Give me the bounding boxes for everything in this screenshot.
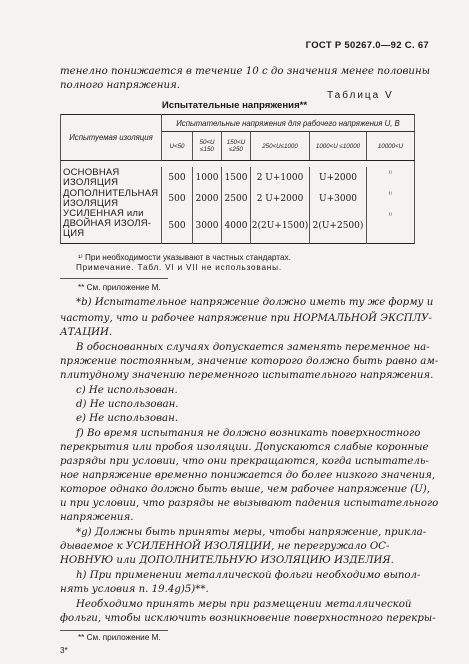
h-line-1: h) При применении металлической фольги необходимо выпол-: [76, 570, 421, 581]
f-line-6: и при условии, что разряды не вызывают падения испытательного: [60, 498, 439, 509]
b-line-2: частоту, что и рабочее напряжение при НОРМАЛЬНОЙ ЭКСПЛУ-: [60, 313, 432, 324]
g-line-1: *g) Должны быть приняты меры, чтобы напряжение, прикла-: [76, 527, 427, 538]
row-label: ОСНОВНАЯ ИЗОЛЯЦИЯ: [61, 167, 162, 188]
cell: 500: [162, 167, 193, 188]
c-line: с) Не использован.: [76, 385, 178, 396]
cell-note-ref: ¹⁾: [367, 209, 415, 244]
subheader: 250<U≤1000: [251, 132, 310, 161]
subheader: 10000<U: [367, 132, 415, 161]
cell: 2000: [193, 188, 222, 209]
footnote-rule: [60, 278, 168, 279]
voltage-table: [60, 114, 415, 244]
col-header-insulation: Испытуемая изоляция: [61, 115, 162, 161]
e-line: е) Не использован.: [76, 413, 179, 424]
cell: 2(U+2500): [310, 209, 367, 244]
cell-note-ref: ¹⁾: [367, 188, 415, 209]
f-line-2: перекрытия или пробоя изоляции. Допускаются слабые коронные: [60, 442, 429, 453]
h-line-4: фольги, чтобы исключить возникновение поверхностного перекры-: [60, 613, 436, 624]
intro-line-1: тенелно понижается в течение 10 с до значения менее половины: [60, 66, 430, 77]
table-note-1: ¹⁾ При необходимости указывают в частных стандартах.: [78, 253, 291, 262]
h-line-3: Необходимо принять меры при размещении металлической: [76, 599, 412, 610]
table-row: [61, 167, 415, 188]
table-title: Испытательные напряжения**: [161, 100, 308, 111]
obosn-line-1: В обоснованных случаях допускается заменять переменное на-: [76, 342, 430, 353]
d-line: d) Не использован.: [76, 399, 179, 410]
g-line-3: НОВНУЮ или ДОПОЛНИТЕЛЬНУЮ ИЗОЛЯЦИЮ ИЗДЕЛИЯ.: [60, 555, 394, 566]
intro-line-2: полного напряжения.: [60, 80, 181, 91]
cell-note-ref: ¹⁾: [367, 167, 415, 188]
cell: 4000: [222, 209, 251, 244]
obosn-line-3: плитудному значению переменного испытательного напряжения.: [60, 370, 434, 381]
cell: 500: [162, 209, 193, 244]
page-mark: 3*: [60, 646, 68, 655]
f-line-5: которое однако должно быть выше, чем рабочее напряжение (U),: [60, 484, 431, 495]
b-line-1: *b) Испытательное напряжение должно иметь ту же форму и: [76, 297, 434, 308]
cell: U+3000: [310, 188, 367, 209]
cell: 2(2U+1500): [251, 209, 310, 244]
footnote-2: ** См. приложение М.: [78, 633, 161, 642]
subheader: 50<U ≤150: [193, 132, 222, 161]
row-label: ДОПОЛНИТЕЛЬНАЯ ИЗОЛЯЦИЯ: [61, 188, 162, 209]
f-line-3: разряды при условии, что они прекращаются, когда испытатель-: [60, 456, 429, 467]
footnote-rule: [60, 630, 168, 631]
b-line-3: АТАЦИИ.: [60, 327, 113, 338]
cell: U+2000: [310, 167, 367, 188]
h-line-2: нять условия п. 19.4g)5)**.: [60, 584, 209, 595]
f-line-1: f) Во время испытания не должно возникать поверхностного: [76, 428, 421, 439]
table-row: [61, 188, 415, 209]
cell: 3000: [193, 209, 222, 244]
cell: 1000: [193, 167, 222, 188]
cell: 2 U+1000: [251, 167, 310, 188]
table-caption: Таблица V: [327, 90, 394, 101]
table-row: [61, 209, 415, 244]
subheader: 1000<U ≤10000: [310, 132, 367, 161]
subheader: U<50: [162, 132, 193, 161]
f-line-7: напряжения.: [60, 512, 134, 523]
f-line-4: ное напряжение временно понижается до более низкого значения,: [60, 470, 436, 481]
footnote-1: ** См. приложение М.: [78, 283, 161, 292]
cell: 2500: [222, 188, 251, 209]
row-label: УСИЛЕННАЯ или ДВОЙНАЯ ИЗОЛЯ- ЦИЯ: [61, 209, 162, 244]
group-header: Испытательные напряжения для рабочего напряжения U, В: [162, 115, 415, 132]
cell: 500: [162, 188, 193, 209]
cell: 1500: [222, 167, 251, 188]
table-note-2: Примечание. Табл. VI и VII не использованы.: [76, 263, 282, 272]
page-header: ГОСТ Р 50267.0—92 С. 67: [305, 40, 429, 51]
g-line-2: дываемое к УСИЛЕННОЙ ИЗОЛЯЦИИ, не перегружало ОС-: [60, 541, 390, 552]
obosn-line-2: пряжение постоянным, значение которого должно быть равно ам-: [60, 356, 439, 367]
subheader: 150<U ≤250: [222, 132, 251, 161]
cell: 2 U+2000: [251, 188, 310, 209]
